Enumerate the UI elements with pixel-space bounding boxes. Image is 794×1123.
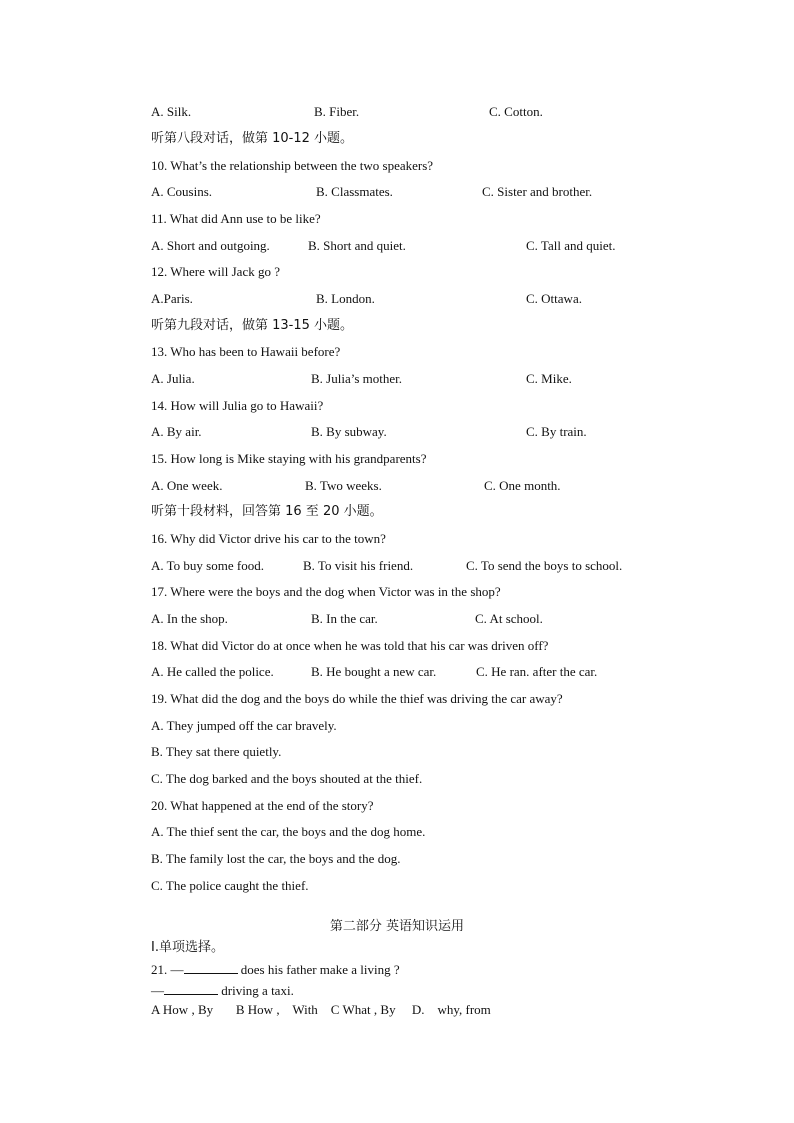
q15-option-c: C. One month. bbox=[484, 478, 561, 493]
q21-line-2-suffix: driving a taxi. bbox=[218, 983, 294, 998]
q17-stem: 17. Where were the boys and the dog when Victor was in the shop? bbox=[151, 584, 501, 599]
q16-option-b: B. To visit his friend. bbox=[303, 558, 414, 573]
q15-stem: 15. How long is Mike staying with his grandparents? bbox=[151, 451, 427, 466]
q10-option-b: B. Classmates. bbox=[316, 184, 393, 199]
section-8-instruction: 听第八段对话，做第 10-12 小题。 bbox=[151, 131, 354, 146]
q12-stem: 12. Where will Jack go ? bbox=[151, 264, 280, 279]
q19-option-a: A. They jumped off the car bravely. bbox=[151, 718, 337, 733]
part-2-title: 第二部分 英语知识运用 bbox=[329, 919, 465, 934]
q19-stem: 19. What did the dog and the boys do while the thief was driving the car away? bbox=[151, 691, 563, 706]
q18-option-a: A. He called the police. bbox=[151, 664, 274, 679]
q21-line-1-prefix: 21. — bbox=[151, 962, 184, 977]
q20-stem: 20. What happened at the end of the story? bbox=[151, 798, 374, 813]
q10-option-a: A. Cousins. bbox=[151, 184, 213, 199]
q19-option-b: B. They sat there quietly. bbox=[151, 744, 282, 759]
q13-stem: 13. Who has been to Hawaii before? bbox=[151, 344, 341, 359]
q21-line-2-prefix: — bbox=[151, 983, 164, 998]
q15-option-b: B. Two weeks. bbox=[305, 478, 382, 493]
q13-option-a: A. Julia. bbox=[151, 371, 195, 386]
q14-stem: 14. How will Julia go to Hawaii? bbox=[151, 398, 324, 413]
section-9-instruction: 听第九段对话，做第 13-15 小题。 bbox=[151, 318, 354, 333]
q18-stem: 18. What did Victor do at once when he was told that his car was driven off? bbox=[151, 638, 549, 653]
q14-option-b: B. By subway. bbox=[311, 424, 387, 439]
q18-option-c: C. He ran. after the car. bbox=[476, 664, 598, 679]
q13-option-c: C. Mike. bbox=[526, 371, 572, 386]
q11-option-b: B. Short and quiet. bbox=[308, 238, 406, 253]
q10-stem: 10. What’s the relationship between the two speakers? bbox=[151, 158, 434, 173]
section-10-instruction: 听第十段材料，回答第 16 至 20 小题。 bbox=[151, 504, 383, 519]
q21-blank-2 bbox=[164, 982, 218, 995]
q21-line-1 bbox=[151, 961, 400, 978]
q11-option-a: A. Short and outgoing. bbox=[151, 238, 270, 253]
part-2-subtitle: I.单项选择。 bbox=[151, 940, 224, 955]
q20-option-c: C. The police caught the thief. bbox=[151, 878, 309, 893]
q12-option-b: B. London. bbox=[316, 291, 375, 306]
q11-stem: 11. What did Ann use to be like? bbox=[151, 211, 321, 226]
q17-option-b: B. In the car. bbox=[311, 611, 378, 626]
q17-option-c: C. At school. bbox=[475, 611, 543, 626]
q13-option-b: B. Julia’s mother. bbox=[311, 371, 402, 386]
q12-option-a: A.Paris. bbox=[151, 291, 193, 306]
q9-option-b: B. Fiber. bbox=[314, 104, 360, 119]
q20-option-a: A. The thief sent the car, the boys and the dog home. bbox=[151, 824, 426, 839]
q17-option-a: A. In the shop. bbox=[151, 611, 228, 626]
q15-option-a: A. One week. bbox=[151, 478, 223, 493]
q12-option-c: C. Ottawa. bbox=[526, 291, 582, 306]
q21-blank-1 bbox=[184, 961, 238, 974]
q14-option-a: A. By air. bbox=[151, 424, 202, 439]
q21-line-1-suffix: does his father make a living ? bbox=[237, 962, 400, 977]
q21-options: A How , By B How , With C What , By D. why, from bbox=[151, 1002, 491, 1017]
q18-option-b: B. He bought a new car. bbox=[311, 664, 437, 679]
q16-stem: 16. Why did Victor drive his car to the town? bbox=[151, 531, 386, 546]
q9-option-c: C. Cotton. bbox=[489, 104, 543, 119]
q19-option-c: C. The dog barked and the boys shouted at the thief. bbox=[151, 771, 423, 786]
q14-option-c: C. By train. bbox=[526, 424, 587, 439]
q11-option-c: C. Tall and quiet. bbox=[526, 238, 616, 253]
q21-line-2 bbox=[151, 982, 294, 999]
q16-option-c: C. To send the boys to school. bbox=[466, 558, 623, 573]
q10-option-c: C. Sister and brother. bbox=[482, 184, 593, 199]
q16-option-a: A. To buy some food. bbox=[151, 558, 264, 573]
q9-option-a: A. Silk. bbox=[151, 104, 192, 119]
q20-option-b: B. The family lost the car, the boys and the dog. bbox=[151, 851, 401, 866]
